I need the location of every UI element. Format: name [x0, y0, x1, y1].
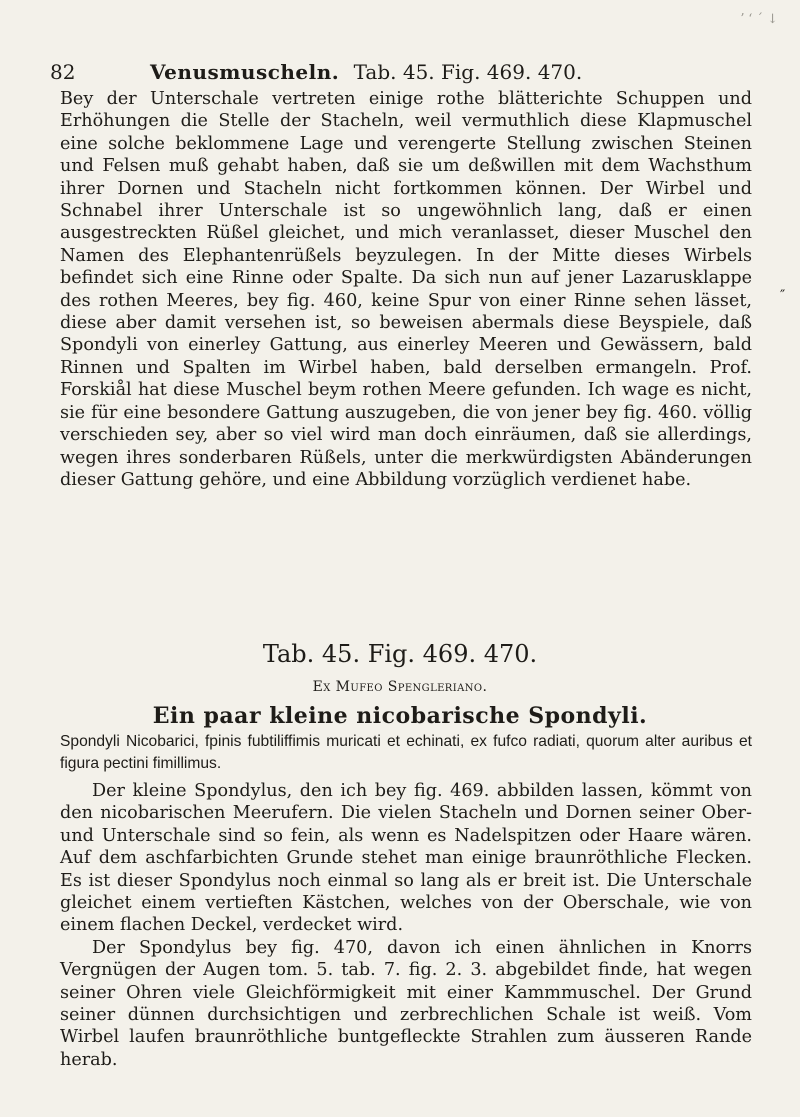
plate-tab-line: Tab. 45. Fig. 469. 470.: [262, 640, 538, 668]
paragraph-fig-470: Der Spondylus bey fig. 470, davon ich einen ähnlichen in Knorrs Vergnügen der Augen tom. 5. tab. 7. fig. 2. 3. abgebildet finde, hat wegen seiner Ohren viele Gleichförmigkeit mit einer Kammmuschel. Der Grund seiner dünnen durchsichtigen und zerbrechlichen Schale ist weiß. Vom Wirbel laufen braunröthliche buntgefleckte Strahlen zum äusseren Rande herab.: [60, 937, 752, 1070]
plate-title: Ein paar kleine nicobarische Spondyli.: [152, 703, 648, 729]
intro-paragraph: [60, 88, 752, 491]
running-title: [150, 60, 582, 84]
plate-source-line: [0, 679, 800, 695]
margin-marker: ″: [780, 288, 786, 304]
page-number: 82: [50, 60, 76, 84]
latin-description: [60, 731, 752, 775]
page-header: [50, 60, 750, 84]
running-title-text: Venusmuscheln.: [150, 60, 340, 84]
paragraph-fig-469: Der kleine Spondylus, den ich bey fig. 469. abbilden lassen, kömmt von den nicobarischen Meerufern. Die vielen Stacheln und Dornen seiner Ober- und Unterschale sind so fein, als wenn es Nadelspitzen oder Haare wären. Auf dem aschfarbichten Grunde stehet man einige braunröthliche Flecken. Es ist dieser Spondylus noch einmal so lang als er breit ist. Die Unterschale gleichet einem vertieften Kästchen, welches von der Oberschale, wie von einem flachen Deckel, verdecket wird.: [60, 781, 752, 936]
latin-text: Spondyli Nicobarici, fpinis fubtiliffimis muricati et echinati, ex fufco radiati, quorum alter auribus et figura pectini fimillimus.: [60, 733, 752, 772]
description-body: [60, 780, 752, 1071]
plate-source-text: Ex Mufeo Spengleriano.: [312, 679, 488, 695]
corner-marks: ʼ ʻ ˊ ↓: [740, 12, 779, 27]
tab-reference: Tab. 45. Fig. 469. 470.: [353, 60, 583, 84]
intro-text: Bey der Unterschale vertreten einige rothe blätterichte Schuppen und Erhöhungen die Stelle der Stacheln, weil vermuthlich diese Klapmuschel eine solche beklommene Lage und verengerte Stellung zwischen Steinen und Felsen muß gehabt haben, daß sie um deßwillen mit dem Wachsthum ihrer Dornen und Stacheln nicht fortkommen können. Der Wirbel und Schnabel ihrer Unterschale ist so ungewöhnlich lang, daß er einen ausgestreckten Rüßel gleichet, und mich veranlasset, dieser Muschel den Namen des Elephantenrüßels beyzulegen. In der Mitte dieses Wirbels befindet sich eine Rinne oder Spalte. Da sich nun auf jener Lazarusklappe des rothen Meeres, bey fig. 460, keine Spur von einer Rinne sehen lässet, diese aber damit versehen ist, so beweisen abermals diese Beyspiele, daß Spondyli von einerley Gattung, aus einerley Meeren und Gewässern, bald Rinnen und Spalten im Wirbel haben, bald derselben ermangeln. Prof. Forskiål hat diese Muschel beym rothen Meere gefunden. Ich wage es nicht, sie für eine besondere Gattung auszugeben, die von jener bey fig. 460. völlig verschieden sey, aber so viel wird man doch einräumen, daß sie allerdings, wegen ihres sonderbaren Rüßels, unter die merkwürdigsten Abänderungen dieser Gattung gehöre, und eine Abbildung vorzüglich verdienet habe.: [60, 89, 752, 490]
